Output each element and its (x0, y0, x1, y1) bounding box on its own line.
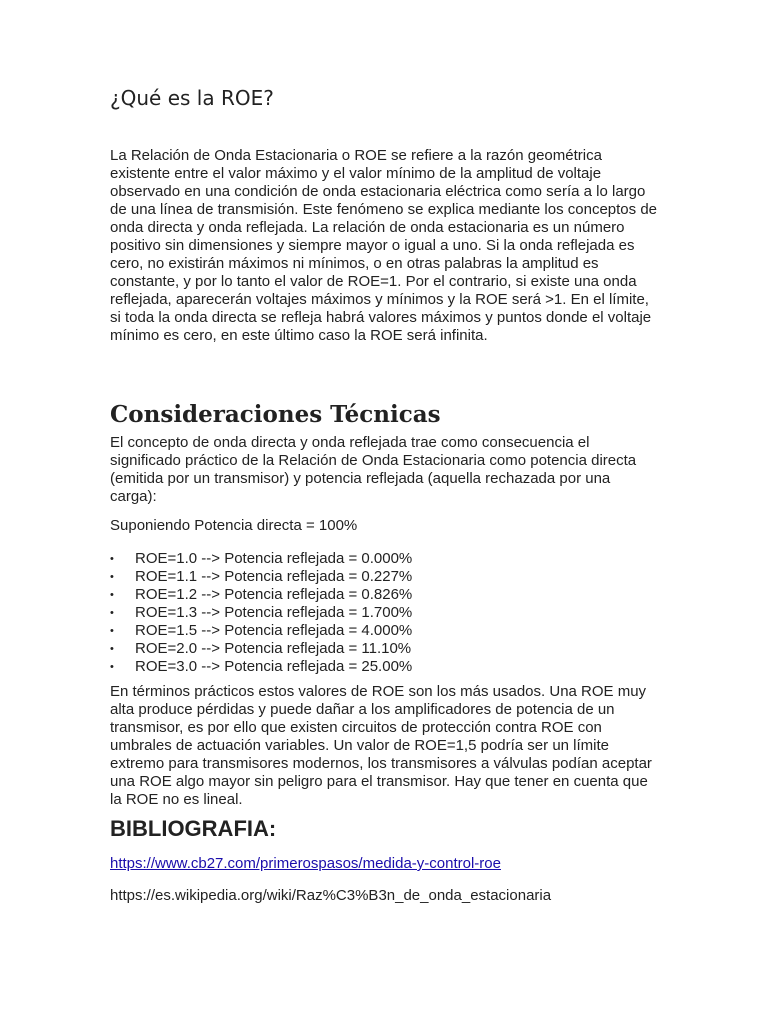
list-item-text: ROE=1.5 --> Potencia reflejada = 4.000% (135, 622, 413, 639)
list-item-text: ROE=1.0 --> Potencia reflejada = 0.000% (135, 550, 413, 567)
bibliography-link-cb27[interactable]: https://www.cb27.com/primerospasos/medida-y-control-roe (110, 855, 501, 872)
list-item (110, 586, 412, 604)
bullet-icon: • (110, 625, 114, 637)
list-item (110, 622, 412, 640)
intro-paragraph: La Relación de Onda Estacionaria o ROE se refiere a la razón geométrica existente entre el valor máximo y el valor mínimo de la amplitud de voltaje observado en una condición de onda estacionaria eléctrica como sería a lo largo de una línea de transmisión. Este fenómeno se explica mediante los conceptos de onda directa y onda reflejada. La relación de onda estacionaria es un número positivo sin dimensiones y siempre mayor o igual a uno. Si la onda reflejada es cero, no existirán máximos ni mínimos, o en otras palabras la amplitud es constante, y por lo tanto el valor de ROE=1. Por el contrario, si existe una onda reflejada, aparecerán voltajes máximos y mínimos y la ROE será >1. En el límite, si toda la onda directa se refleja habrá valores máximos y puntos donde el voltaje mínimo es cero, en este último caso la ROE será infinita. (110, 147, 658, 344)
tech-paragraph: El concepto de onda directa y onda reflejada trae como consecuencia el significado práctico de la Relación de Onda Estacionaria como potencia directa (emitida por un transmisor) y potencia reflejada (aquella rechazada por una carga): (110, 434, 637, 505)
bullet-icon: • (110, 607, 114, 619)
bullet-icon: • (110, 643, 114, 655)
bibliography-entry-1 (110, 855, 501, 873)
bullet-icon: • (110, 571, 114, 583)
roe-list (110, 550, 412, 676)
section-heading-bibliografia: BIBLIOGRAFIA: (110, 816, 277, 841)
list-item (110, 640, 412, 658)
bibliography-entry-2: https://es.wikipedia.org/wiki/Raz%C3%B3n_de_onda_estacionaria (110, 887, 552, 904)
list-item (110, 550, 412, 568)
list-item (110, 568, 412, 586)
list-item-text: ROE=1.2 --> Potencia reflejada = 0.826% (135, 586, 413, 603)
bullet-icon: • (110, 661, 114, 673)
list-item-text: ROE=3.0 --> Potencia reflejada = 25.00% (135, 658, 413, 675)
list-item (110, 658, 412, 676)
page-title: ¿Qué es la ROE? (110, 86, 274, 110)
list-item (110, 604, 412, 622)
section-heading-consideraciones: Consideraciones Técnicas (110, 401, 441, 428)
assumption-text: Suponiendo Potencia directa = 100% (110, 517, 358, 534)
bullet-icon: • (110, 589, 114, 601)
list-item-text: ROE=1.3 --> Potencia reflejada = 1.700% (135, 604, 413, 621)
list-item-text: ROE=2.0 --> Potencia reflejada = 11.10% (135, 640, 412, 657)
bullet-icon: • (110, 553, 114, 565)
list-item-text: ROE=1.1 --> Potencia reflejada = 0.227% (135, 568, 413, 585)
practical-paragraph: En términos prácticos estos valores de ROE son los más usados. Una ROE muy alta produce pérdidas y puede dañar a los amplificadores de potencia de un transmisor, es por ello que existen circuitos de protección contra ROE con umbrales de actuación variables. Un valor de ROE=1,5 podría ser un límite extremo para transmisores modernos, los transmisores a válvulas podían aceptar una ROE algo mayor sin peligro para el transmisor. Hay que tener en cuenta que la ROE no es lineal. (110, 683, 652, 808)
